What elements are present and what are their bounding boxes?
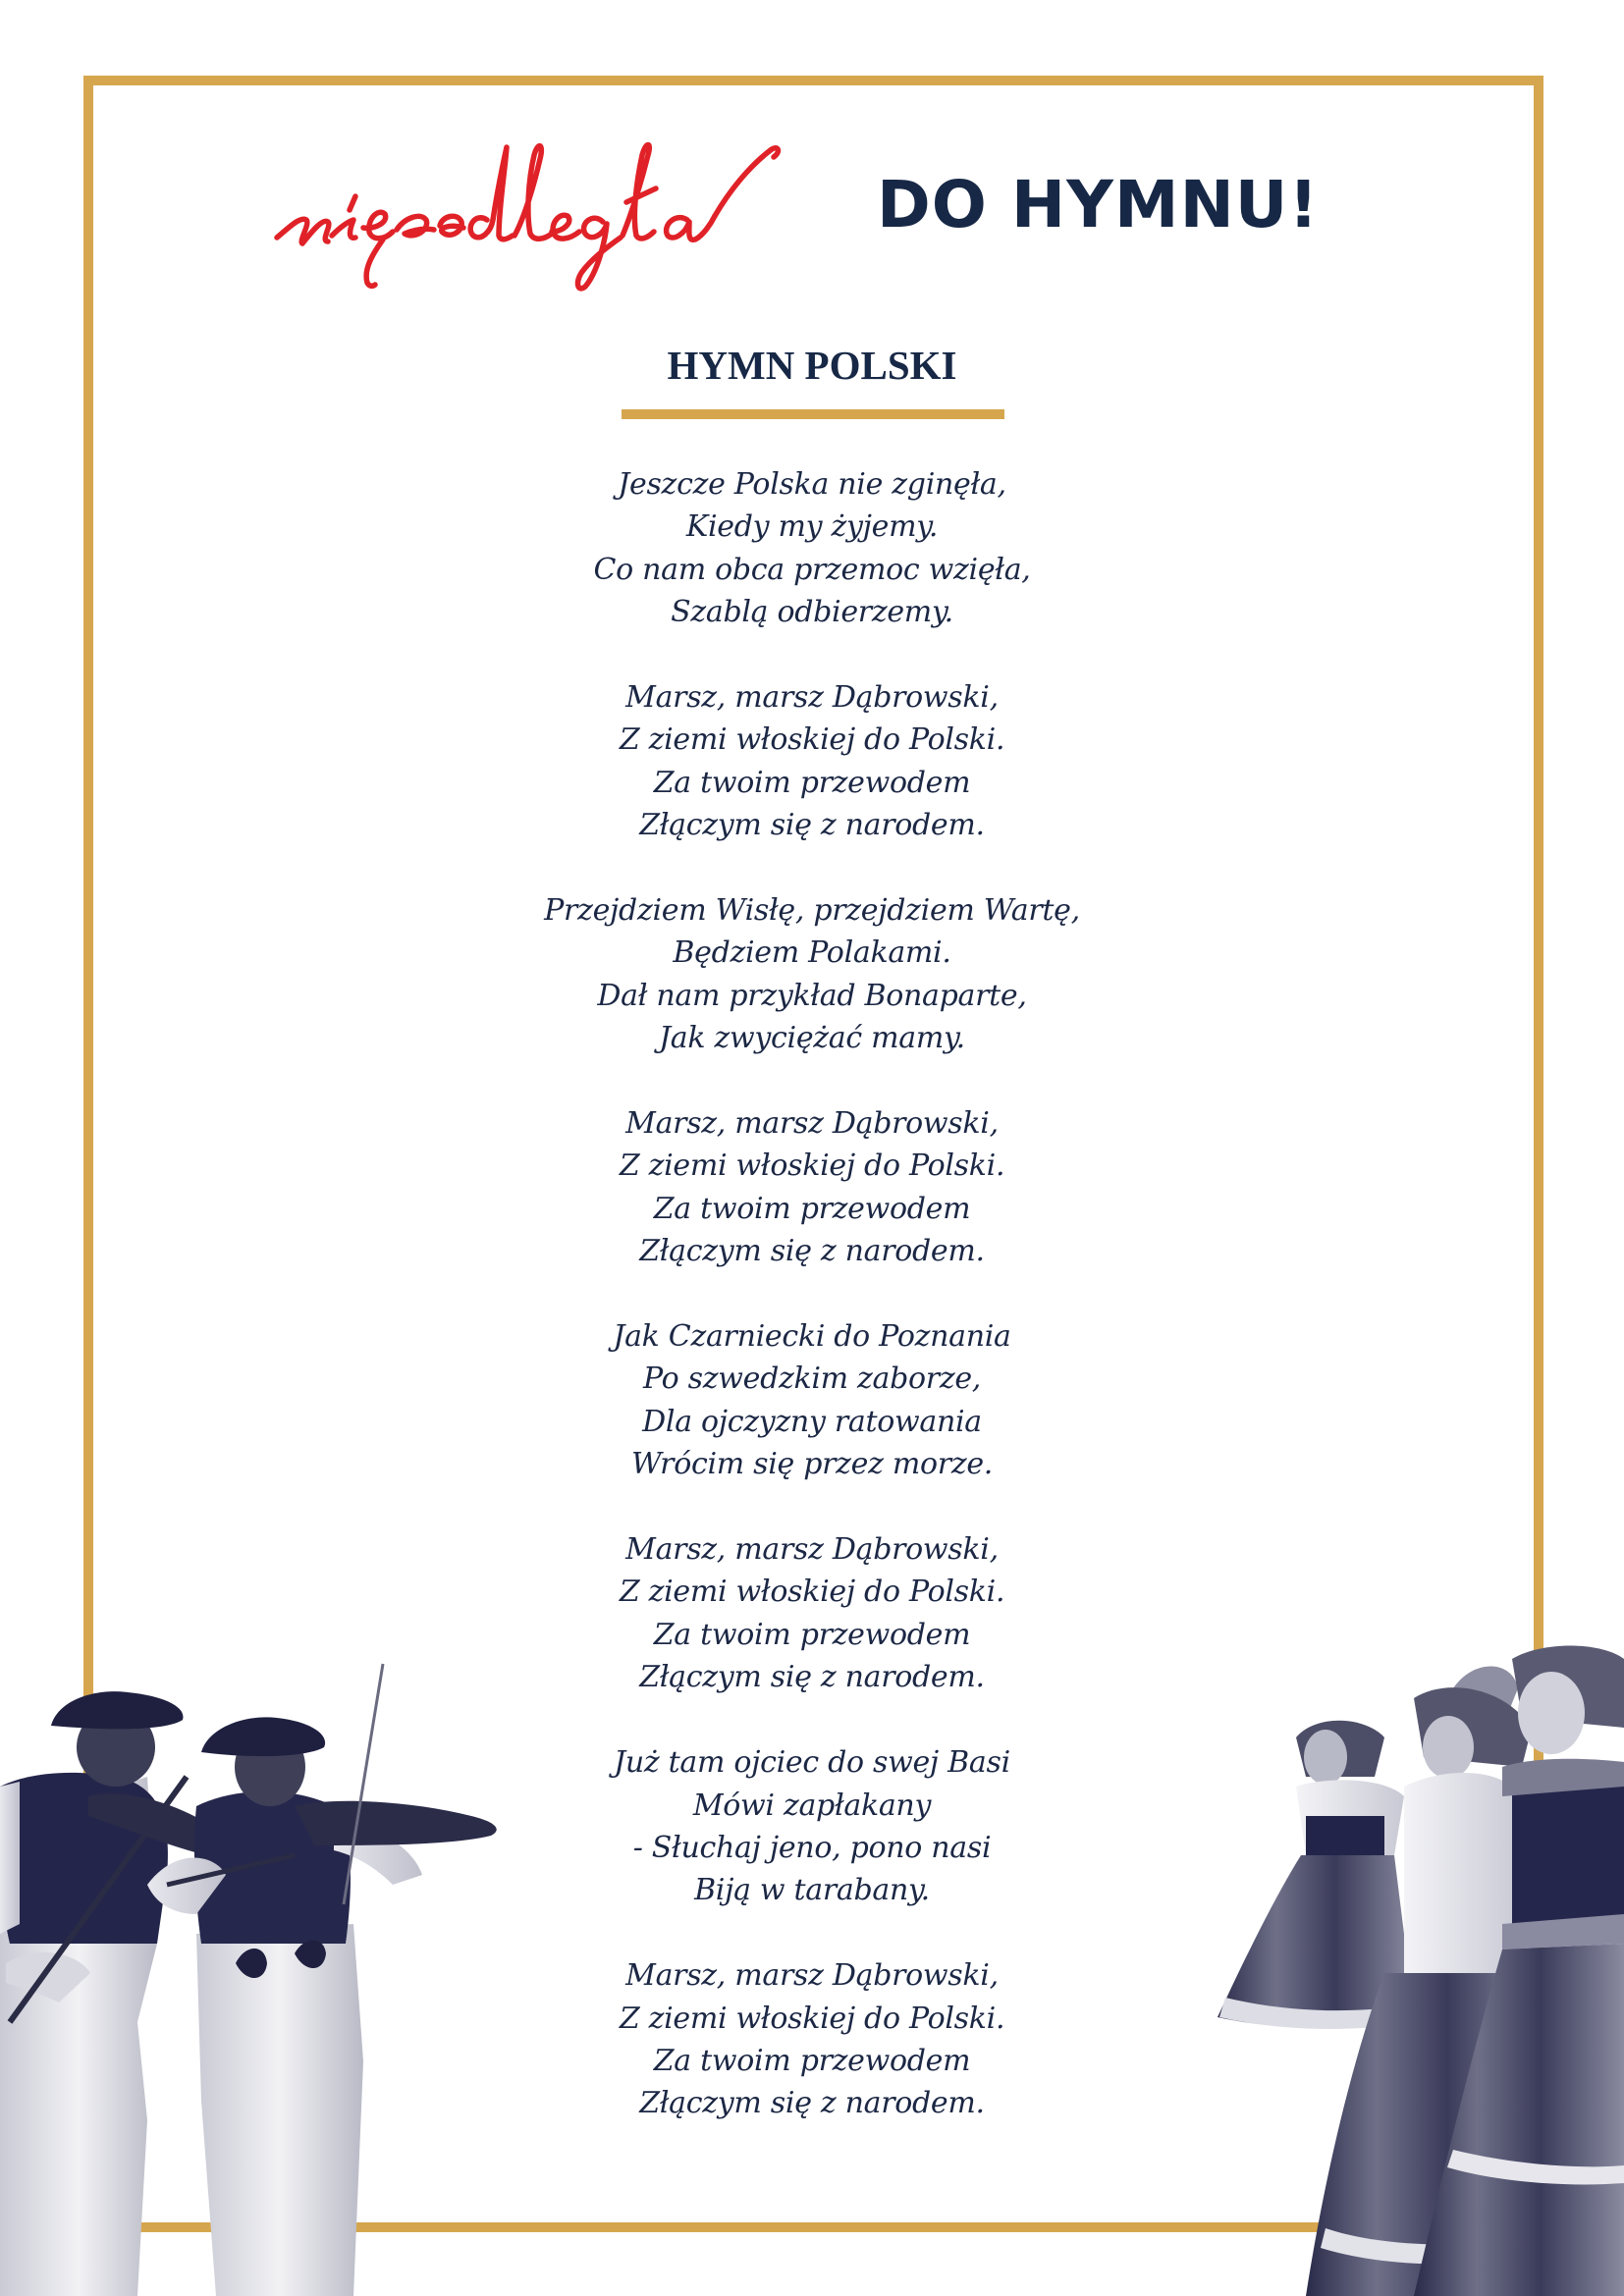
lyric-line: Będziem Polakami. [673, 935, 951, 971]
section-title: HYMN POLSKI [667, 343, 957, 388]
headline-do-hymnu: DO HYMNU! [877, 167, 1320, 242]
lyric-line: Jak zwyciężać mamy. [659, 1021, 965, 1056]
stanza-1 [0, 463, 1624, 634]
musician-right [147, 1664, 497, 2296]
lyric-line: Złączym się z narodem. [639, 808, 985, 843]
lyric-line: Już tam ojciec do swej Basi [614, 1745, 1010, 1781]
lyric-line: Marsz, marsz Dąbrowski, [625, 1958, 999, 1994]
lyric-line: Co nam obca przemoc wzięła, [593, 552, 1031, 587]
lyric-line: Złączym się z narodem. [639, 1660, 985, 1695]
lyric-line: Wrócim się przez morze. [630, 1447, 994, 1482]
musician-left [0, 1691, 226, 2296]
lyric-line: Po szwedzkim zaborze, [642, 1362, 982, 1397]
lyric-line: Przejdziem Wisłę, przejdziem Wartę, [544, 893, 1080, 929]
folk-dancers-photo [1208, 1620, 1624, 2296]
stanza-2-chorus [0, 676, 1624, 847]
title-underline [622, 409, 1004, 419]
folk-musicians-photo [0, 1649, 520, 2296]
lyric-line: - Słuchaj jeno, pono nasi [632, 1830, 992, 1865]
lyric-line: Mówi zapłakany [692, 1788, 932, 1823]
lyric-line: Złączym się z narodem. [639, 2086, 985, 2121]
lyric-line: Szablą odbierzemy. [671, 595, 953, 630]
lyric-line: Marsz, marsz Dąbrowski, [625, 1106, 999, 1142]
lyric-line: Z ziemi włoskiej do Polski. [619, 722, 1005, 758]
lyric-line: Za twoim przewodem [653, 2043, 971, 2078]
lyric-line: Z ziemi włoskiej do Polski. [619, 1148, 1005, 1184]
niepodlegla-logo [267, 126, 807, 297]
lyric-line: Za twoim przewodem [653, 1191, 971, 1226]
stanza-3 [0, 889, 1624, 1060]
stanza-4-chorus [0, 1102, 1624, 1273]
lyric-line: Marsz, marsz Dąbrowski, [625, 1532, 999, 1568]
lyric-line: Biją w tarabany. [694, 1873, 930, 1908]
lyric-line: Za twoim przewodem [653, 765, 971, 800]
lyric-line: Jak Czarniecki do Poznania [613, 1319, 1011, 1355]
lyric-line: Jeszcze Polska nie zginęła, [618, 467, 1006, 502]
lyric-line: Marsz, marsz Dąbrowski, [625, 680, 999, 716]
lyric-line: Dla ojczyzny ratowania [642, 1404, 982, 1439]
lyric-line: Dał nam przykład Bonaparte, [597, 978, 1027, 1013]
lyric-line: Złączym się z narodem. [639, 1234, 985, 1269]
lyric-line: Za twoim przewodem [653, 1617, 971, 1652]
stanza-5 [0, 1315, 1624, 1486]
lyric-line: Z ziemi włoskiej do Polski. [619, 2001, 1005, 2036]
lyric-line: Z ziemi włoskiej do Polski. [619, 1575, 1005, 1610]
lyric-line: Kiedy my żyjemy. [685, 509, 939, 545]
